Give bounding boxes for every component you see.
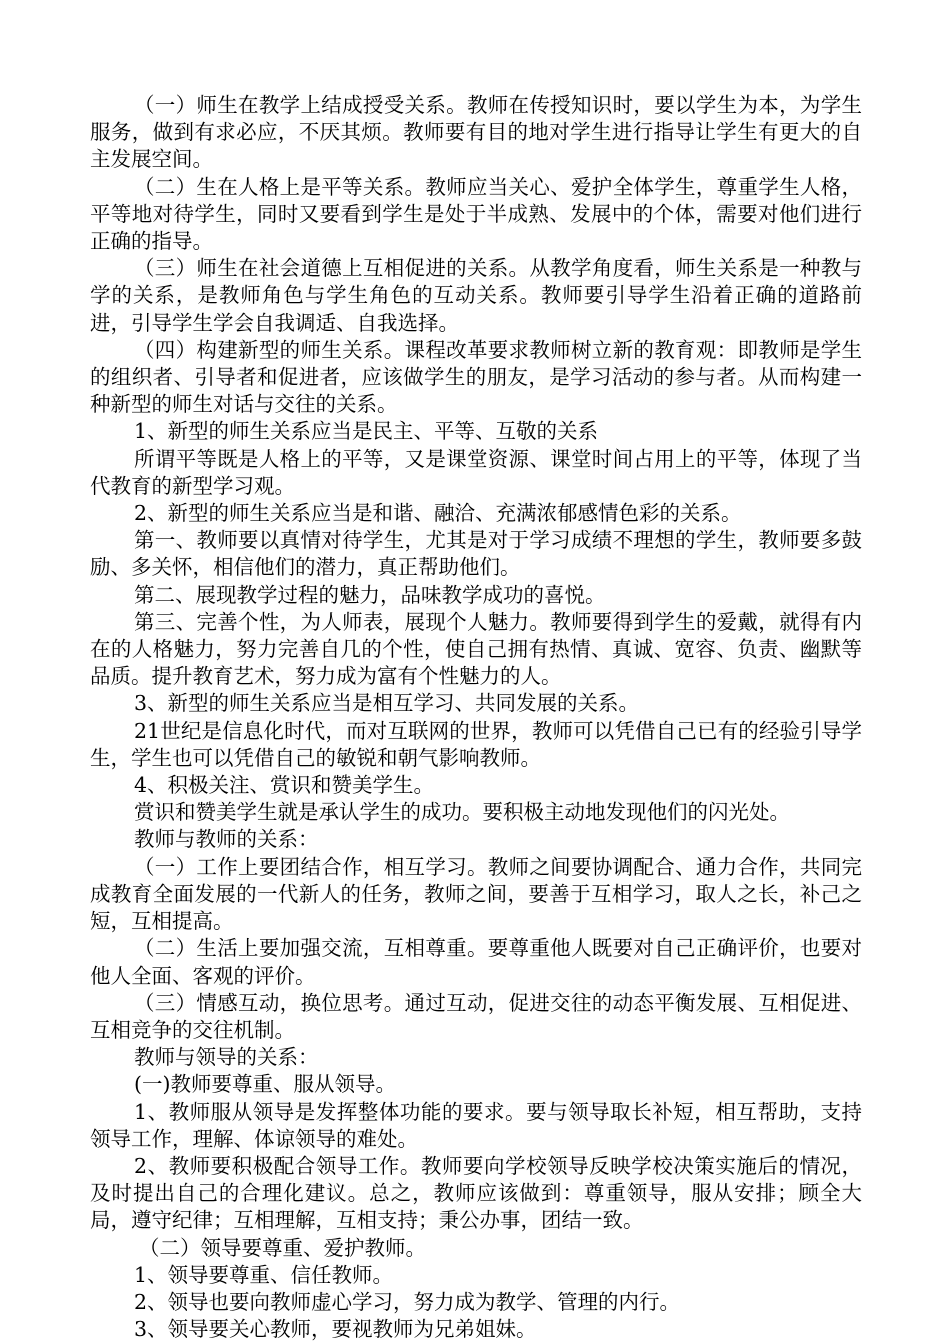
paragraph: （一）师生在教学上结成授受关系。教师在传授知识时，要以学生为本，为学生服务，做到有求必应，不厌其烦。教师要有目的地对学生进行指导让学生有更大的自主发展空间。: [90, 93, 862, 172]
paragraph: 3、新型的师生关系应当是相互学习、共同发展的关系。: [134, 691, 640, 716]
paragraph: 第三、完善个性，为人师表，展现个人魅力。教师要得到学生的爱戴，就得有内在的人格魅力，努力完善自几的个性，使自己拥有热情、真诚、宽容、负责、幽默等品质。提升教育艺术，努力成为富有个性魅力的人。: [90, 609, 862, 689]
paragraph: 赏识和赞美学生就是承认学生的成功。要积极主动地发现他们的闪光处。: [134, 800, 790, 825]
paragraph: （四）构建新型的师生关系。课程改革要求教师树立新的教育观：即教师是学生的组织者、引导者和促进者，应该做学生的朋友，是学习活动的参与者。从而构建一种新型的师生对话与交往的关系。: [90, 337, 862, 417]
paragraph: （三）情感互动，换位思考。通过互动，促进交往的动态平衡发展、互相促进、互相竞争的交往机制。: [90, 990, 862, 1042]
paragraph: （二）领导要尊重、爱护教师。: [139, 1235, 426, 1260]
document-body: [90, 92, 862, 1343]
paragraph: 21世纪是信息化时代，而对互联网的世界，教师可以凭借自己已有的经验引导学生，学生也可以凭借自己的敏锐和朝气影响教师。: [90, 718, 862, 770]
paragraph: 第二、展现教学过程的魅力，品味教学成功的喜悦。: [134, 582, 606, 607]
paragraph: 2、教师要积极配合领导工作。教师要向学校领导反映学校决策实施后的情况，及时提出自己的合理化建议。总之，教师应该做到：尊重领导，服从安排；顾全大局，遵守纪律；互相理解，互相支持；秉公办事，团结一致。: [90, 1153, 862, 1233]
paragraph: (一)教师要尊重、服从领导。: [134, 1072, 396, 1097]
paragraph: 所谓平等既是人格上的平等，又是课堂资源、课堂时间占用上的平等，体现了当代教育的新型学习观。: [90, 446, 862, 498]
paragraph: 第一、教师要以真情对待学生，尤其是对于学习成绩不理想的学生，教师要多鼓励、多关怀，相信他们的潜力，真正帮助他们。: [90, 528, 862, 580]
section-heading: 教师与教师的关系：: [134, 827, 319, 852]
paragraph: 2、领导也要向教师虚心学习，努力成为教学、管理的内行。: [134, 1289, 681, 1314]
section-heading: 教师与领导的关系：: [134, 1045, 319, 1070]
paragraph: 1、教师服从领导是发挥整体功能的要求。要与领导取长补短，相互帮助，支持领导工作，理解、体谅领导的难处。: [90, 1099, 862, 1151]
paragraph: 4、积极关注、赏识和赞美学生。: [134, 773, 435, 798]
paragraph: 1、新型的师生关系应当是民主、平等、互敬的关系: [134, 419, 599, 444]
paragraph: （一）工作上要团结合作，相互学习。教师之间要协调配合、通力合作，共同完成教育全面发展的一代新人的任务，教师之间，要善于互相学习，取人之长，补己之短，互相提高。: [90, 854, 862, 934]
paragraph: （二）生活上要加强交流，互相尊重。要尊重他人既要对自己正确评价，也要对他人全面、客观的评价。: [90, 936, 862, 988]
paragraph: （三）师生在社会道德上互相促进的关系。从教学角度看，师生关系是一种教与学的关系，是教师角色与学生角色的互动关系。教师要引导学生沿着正确的道路前进，引导学生学会自我调适、自我选择。: [90, 256, 862, 335]
paragraph: 1、领导要尊重、信任教师。: [134, 1262, 394, 1287]
paragraph: 2、新型的师生关系应当是和谐、融洽、充满浓郁感情色彩的关系。: [134, 501, 742, 526]
paragraph: 3、领导要关心教师，要视教师为兄弟姐妹。: [134, 1317, 537, 1342]
paragraph: （二）生在人格上是平等关系。教师应当关心、爱护全体学生，尊重学生人格，平等地对待学生，同时又要看到学生是处于半成熟、发展中的个体，需要对他们进行正确的指导。: [90, 174, 862, 254]
